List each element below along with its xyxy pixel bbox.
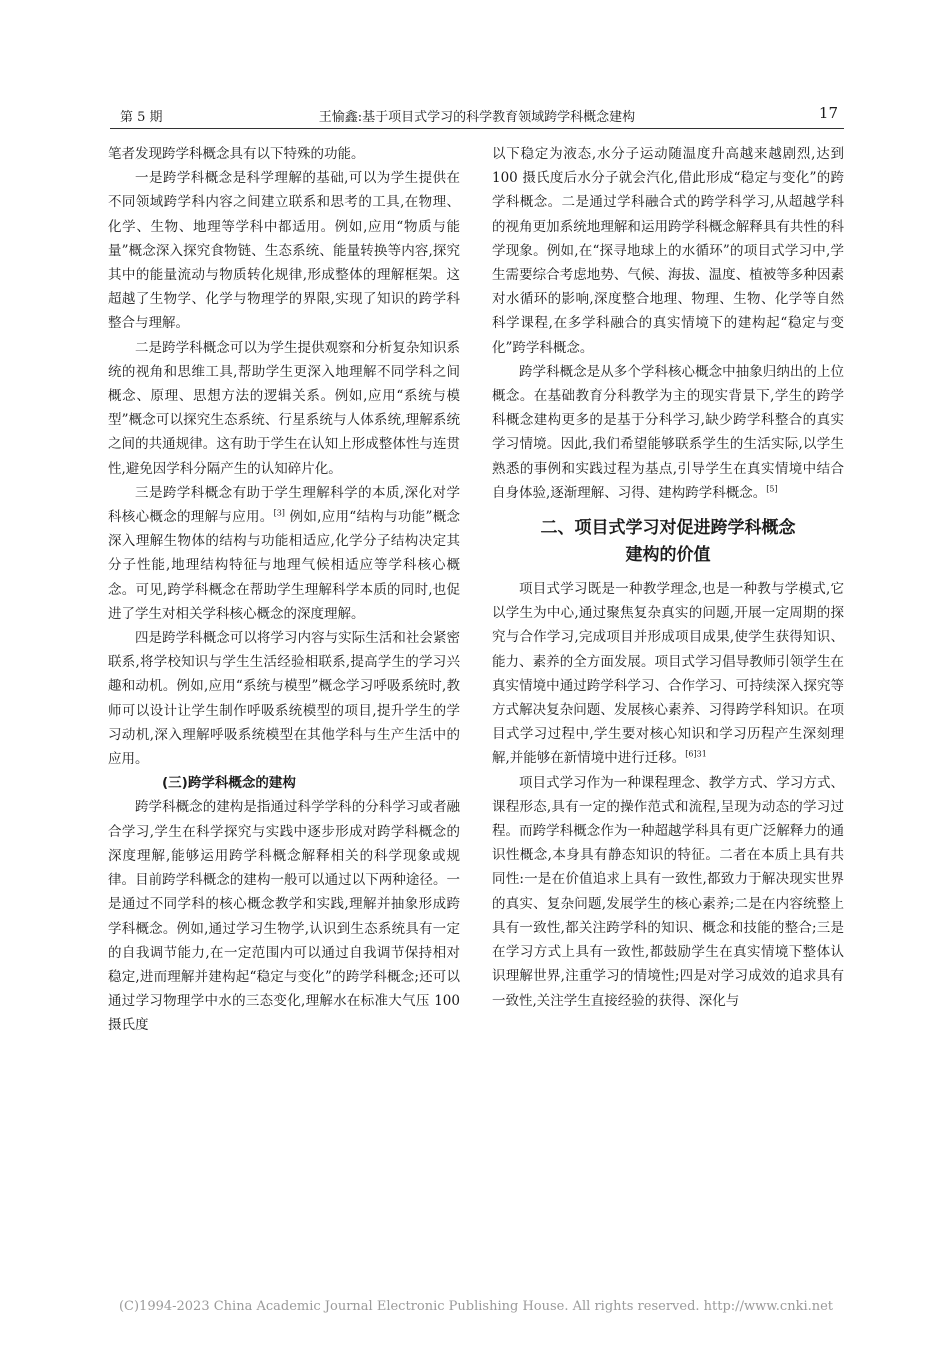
citation: [3] <box>273 508 285 518</box>
paragraph-text: 三是跨学科概念有助于学生理解科学的本质,深化对学科核心概念的理解与应用。 <box>108 484 460 526</box>
paragraph: 二是跨学科概念可以为学生提供观察和分析复杂知识系统的视角和思维工具,帮助学生更深入地理解不同学科之间概念、原理、思想方法的逻辑关系。例如,应用“系统与模型”概念可以探究生态系统、行星系统与人体系统,理解系统之间的共通规律。这有助于学生在认知上形成整体性与连贯性,避免因学科分隔产生的认知碎片化。 <box>108 339 460 477</box>
citation: [5] <box>766 484 778 494</box>
paragraph-text: 项目式学习既是一种教学理念,也是一种教与学模式,它以学生为中心,通过聚焦复杂真实的问题,开展一定周期的探究与合作学习,完成项目并形成项目成果,使学生获得知识、能力、素养的全方面发展。项目式学习倡导教师引领学生在真实情境中通过跨学科学习、合作学习、可持续深入探究等方式解决复杂问题、发展核心素养、习得跨学科知识。在项目式学习过程中,学生要对核心知识和学习历程产生深刻理解,并能够在新情境中进行迁移。 <box>492 581 844 767</box>
copyright-footer: (C)1994-2023 China Academic Journal Electronic Publishing House. All rights reserved. http://www.cnki.net <box>118 1299 834 1314</box>
section-heading <box>492 515 844 569</box>
running-header <box>112 104 842 126</box>
right-column <box>492 142 844 1013</box>
paragraph: 跨学科概念的建构是指通过科学学科的分科学习或者融合学习,学生在科学探究与实践中逐步形成对跨学科概念的深度理解,能够运用跨学科概念解释相关的科学现象或规律。目前跨学科概念的建构一般可以通过以下两种途径。一是通过不同学科的核心概念教学和实践,理解并抽象形成跨学科概念。例如,通过学习生物学,认识到生态系统具有一定的自我调节能力,在一定范围内可以通过自我调节保持相对稳定,进而理解并建构起“稳定与变化”的跨学科概念;还可以通过学习物理学中水的三态变化,理解水在标准大气压 100 摄氏度 <box>108 799 460 1034</box>
paragraph: 以下稳定为液态,水分子运动随温度升高越来越剧烈,达到 100 摄氏度后水分子就会汽化,借此形成“稳定与变化”的跨学科概念。二是通过学科融合式的跨学科学习,从超越学科的视角更加系统地理解和运用跨学科概念解释具有共性的科学现象。例如,在“探寻地球上的水循环”的项目式学习中,学生需要综合考虑地势、气候、海拔、温度、植被等多种因素对水循环的影响,深度整合地理、物理、生物、化学等自然科学课程,在多学科融合的真实情境下的建构起“稳定与变化”跨学科概念。 <box>492 146 844 356</box>
paragraph: 一是跨学科概念是科学理解的基础,可以为学生提供在不同领域跨学科内容之间建立联系和思考的工具,在物理、化学、生物、地理等学科中都适用。例如,应用“物质与能量”概念深入探究食物链、生态系统、能量转换等内容,探究其中的能量流动与物质转化规律,形成整体的理解框架。这超越了生物学、化学与物理学的界限,实现了知识的跨学科整合与理解。 <box>108 170 460 332</box>
section-heading-line: 二、项目式学习对促进跨学科概念 <box>540 518 796 539</box>
subsection-heading: (三)跨学科概念的建构 <box>162 775 296 792</box>
paragraph: 笔者发现跨学科概念具有以下特殊的功能。 <box>108 146 365 162</box>
paragraph: 项目式学习作为一种课程理念、教学方式、学习方式、课程形态,具有一定的操作范式和流程,呈现为动态的学习过程。而跨学科概念作为一种超越学科具有更广泛解释力的通识性概念,本身具有静态知识的特征。二者在本质上具有共同性:一是在价值追求上具有一致性,都致力于解决现实世界的真实、复杂问题,发展学生的核心素养;二是在内容统整上具有一致性,都关注跨学科的知识、概念和技能的整合;三是在学习方式上具有一致性,都鼓励学生在真实情境下整体认识理解世界,注重学习的情境性;四是对学习成效的追求具有一致性,关注学生直接经验的获得、深化与 <box>492 774 844 1009</box>
page-number: 17 <box>818 104 838 122</box>
paragraph <box>492 360 844 505</box>
running-title: 王愉鑫:基于项目式学习的科学教育领域跨学科概念建构 <box>318 110 636 125</box>
left-column <box>108 142 460 1038</box>
paragraph <box>492 577 844 771</box>
section-heading-line: 建构的价值 <box>625 545 711 566</box>
issue-label: 第 5 期 <box>120 110 163 125</box>
header-rule <box>110 128 844 129</box>
citation: [6]31 <box>685 749 707 759</box>
paragraph <box>108 481 460 626</box>
paragraph: 四是跨学科概念可以将学习内容与实际生活和社会紧密联系,将学校知识与学生生活经验相联系,提高学生的学习兴趣和动机。例如,应用“系统与模型”概念学习呼吸系统时,教师可以设计让学生制作呼吸系统模型的项目,提升学生的学习动机,深入理解呼吸系统模型在其他学科与生产生活中的应用。 <box>108 630 460 768</box>
paragraph-text: 跨学科概念是从多个学科核心概念中抽象归纳出的上位概念。在基础教育分科教学为主的现实背景下,学生的跨学科概念建构更多的是基于分科学习,缺少跨学科整合的真实学习情境。因此,我们希望能够联系学生的生活实际,以学生熟悉的事例和实践过程为基点,引导学生在真实情境中结合自身体验,逐渐理解、习得、建构跨学科概念。 <box>492 363 844 501</box>
paragraph-text: 例如,应用“结构与功能”概念深入理解生物体的结构与功能相适应,化学分子结构决定其分子性能,地理结构特征与地理气候相适应等学科核心概念。可见,跨学科概念在帮助学生理解科学本质的同时,也促进了学生对相关学科核心概念的深度理解。 <box>108 509 461 622</box>
